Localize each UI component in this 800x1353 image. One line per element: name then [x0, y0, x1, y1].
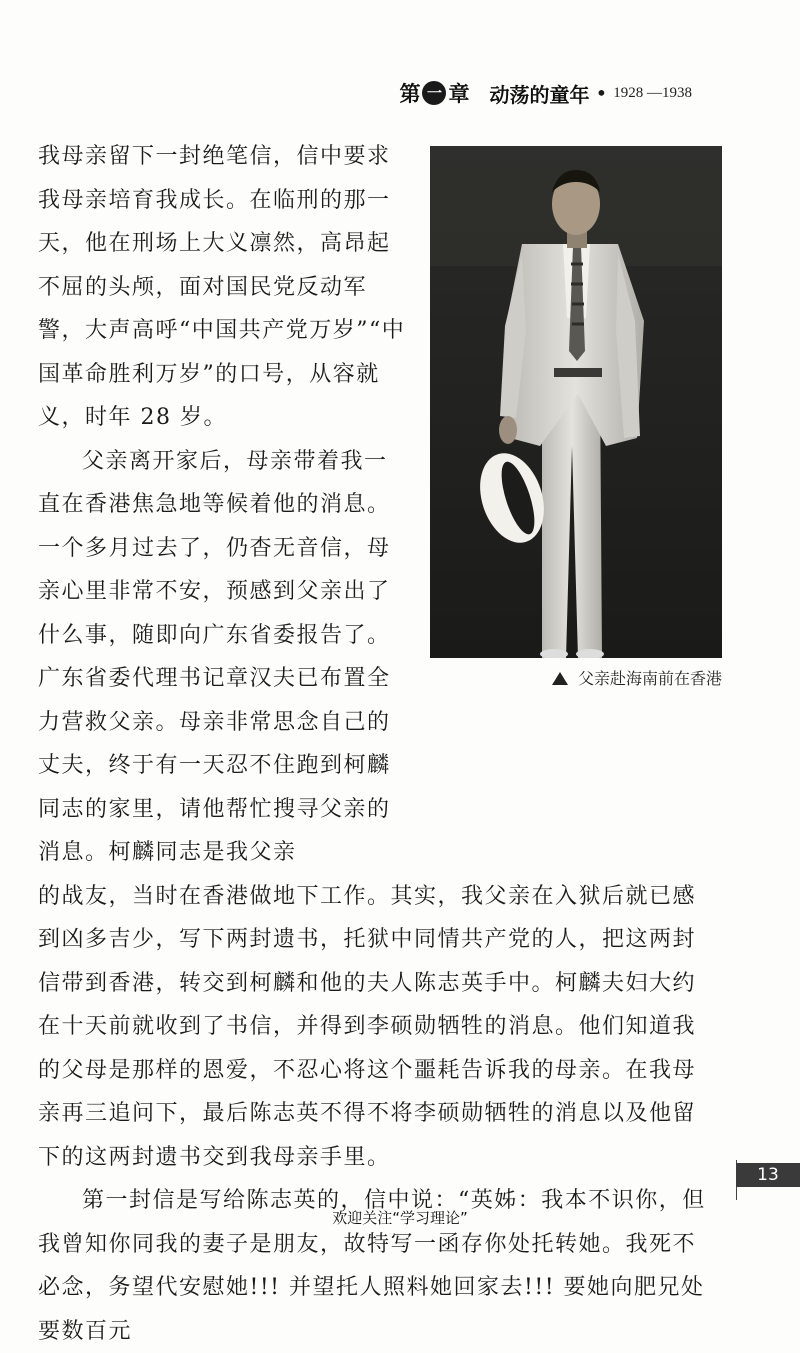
photo-caption	[430, 666, 722, 689]
chapter-title: 动荡的童年	[489, 82, 590, 107]
paragraph: 第一封信是写给陈志英的，信中说：“英姊：我本不识你，但我曾知你同我的妻子是朋友，故特写一函存你处托转她。我死不必念，务望代安慰她!!! 并望托人照料她回家去!!! 要她向肥兄处要数百元	[38, 1188, 706, 1344]
caption-text: 父亲赴海南前在香港	[577, 669, 722, 688]
footer-note: 欢迎关注“学习理论”	[332, 1209, 468, 1227]
portrait-photo	[430, 146, 722, 658]
paragraph: 的战友，当时在香港做地下工作。其实，我父亲在入狱后就已感到凶多吉少，写下两封遗书，托狱中同情共产党的人，把这两封信带到香港，转交到柯麟和他的夫人陈志英手中。柯麟夫妇大约在十天前就收到了书信，并得到李硕勋牺牲的消息。他们知道我的父母是那样的恩爱，不忍心将这个噩耗告诉我的母亲。在我母亲再三追问下，最后陈志英不得不将李硕勋牺牲的消息以及他留下的这两封遗书交到我母亲手里。	[38, 883, 697, 1170]
photo-figure	[430, 146, 722, 689]
chapter-prefix: 第	[399, 82, 421, 106]
triangle-up-icon	[552, 672, 568, 685]
chapter-years: 1928 —1938	[613, 84, 692, 101]
chapter-label	[399, 78, 469, 108]
chapter-suffix: 章	[448, 82, 470, 106]
header-separator: •	[595, 81, 608, 105]
page-number: 13	[736, 1163, 800, 1187]
paragraph: 父亲离开家后，母亲带着我一直在香港焦急地等候着他的消息。一个多月过去了，仍杳无音信，母亲心里非常不安，预感到父亲出了什么事，随即向广东省委报告了。广东省委代理书记章汉夫已布置全力营救父亲。母亲非常思念自己的丈夫，终于有一天忍不住跑到柯麟同志的家里，请他帮忙搜寻父亲的消息。柯麟同志是我父亲	[38, 448, 391, 865]
running-header	[399, 78, 692, 108]
chapter-number-badge: 一	[422, 81, 446, 105]
paragraph: 我母亲留下一封绝笔信，信中要求我母亲培育我成长。在临刑的那一天，他在刑场上大义凛然，高昂起不屈的头颅，面对国民党反动军警，大声高呼“中国共产党万岁”“中国革命胜利万岁”的口号，从容就义，时年 28 岁。	[38, 144, 406, 430]
